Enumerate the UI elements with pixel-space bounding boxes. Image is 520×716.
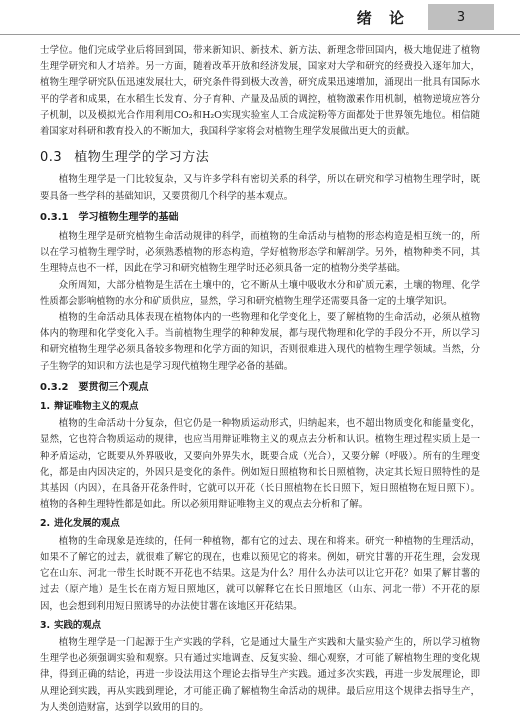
- subsection-heading: [40, 210, 480, 226]
- running-header: [0, 0, 520, 34]
- point-heading: [40, 516, 480, 532]
- section-title: 植物生理学的学习方法: [74, 150, 210, 166]
- point-heading: [40, 618, 480, 634]
- point-heading: [40, 399, 480, 415]
- section-number: 0.3: [40, 150, 63, 166]
- header-rule: [0, 34, 520, 35]
- intro-paragraph: 士学位。他们完成学业后将回到国，带来新知识、新技术、新方法、新理念带回国内，极大地促进了植物生理学研究和人才培养。另一方面，随着改革开放和经济发展，国家对大学和研究的经费投入逐年加大，植物生理学研究队伍迅速发展壮大，研究条件得到极大改善，研究成果迅速增加，涌现出一批具有国际水平的学者和成果，在水稻生长发育、分子育种、产量及品质的调控，植物激素作用机制，植物逆境应答分子机制，以及模拟光合作用利用CO₂和H₂O实现实验室人工合成淀粉等方面都处于世界领先地位。相信随着国家对科研和教育投入的不断加大，我国科学家将会对植物生理学发展做出更大的贡献。: [40, 45, 480, 138]
- subsection-heading: [40, 380, 480, 396]
- page-number: 3: [428, 4, 494, 30]
- point-number: 1.: [40, 401, 51, 413]
- point-title: 实践的观点: [54, 619, 101, 631]
- page-body: [40, 43, 480, 716]
- paragraph: 植物生理学是一门起源于生产实践的学科，它是通过大量生产实践和大量实验产生的，所以学习植物生理学也必须强调实验和观察。只有通过实地调查、反复实验、细心观察，才可能了解植物生理的变化规律，得到正确的结论，再进一步设法用这个理论去指导生产实践。通过多次实践，再进一步发展理论，即从理论到实践，再从实践到理论，才可能正确了解植物生命活动的规律。最后应用这个规律去指导生产，为人类创造财富，达到学以致用的目的。: [40, 636, 480, 713]
- paragraph: 植物的生命现象是连续的，任何一种植物，都有它的过去、现在和将来。研究一种植物的生理活动，如果不了解它的过去，就很难了解它的现在，也难以预见它的将来。例如，研究甘薯的开花生理，会发现它在山东、河北一带生长时既不开花也不结果。这是为什么？用什么办法可以让它开花？如果了解甘薯的过去（原产地）是生长在南方短日照地区，就可以解释它在长日照地区（山东、河北一带）不开花的原因，也会想到利用短日照诱导的办法使甘薯在该地区开花结果。: [40, 535, 480, 612]
- subsection-number: 0.3.2: [40, 381, 69, 393]
- subsection-number: 0.3.1: [40, 211, 69, 223]
- point-number: 3.: [40, 619, 51, 631]
- paragraph: 植物的生命活动具体表现在植物体内的一些物理和化学变化上，要了解植物的生命活动，必须从植物体内的物理和化学变化入手。当前植物生理学的种种发展，都与现代物理和化学的手段分不开，所以学习和研究植物生理学必须具备较多物理和化学方面的知识，否则很难进入现代的植物生理学领域。当然，分子生物学的知识和方法也是学习现代植物生理学必备的基础。: [40, 312, 480, 372]
- point-number: 2.: [40, 518, 51, 530]
- section-intro-paragraph: 植物生理学是一门比较复杂，又与许多学科有密切关系的科学，所以在研究和学习植物生理学时，既要具备一些学科的基础知识，又要贯彻几个科学的基本观点。: [40, 174, 480, 202]
- point-title: 进化发展的观点: [54, 518, 120, 530]
- paragraph: 众所周知，大部分植物是生活在土壤中的，它不断从土壤中吸收水分和矿质元素，土壤的物理、化学性质都会影响植物的水分和矿质供应，显然，学习和研究植物生理学还需要具备一定的土壤学知识。: [40, 279, 480, 307]
- paragraph: 植物的生命活动十分复杂，但它仍是一种物质运动形式，归纳起来，也不超出物质变化和能量变化，显然，它也符合物质运动的规律，也应当用辩证唯物主义的观点去分析和认识。植物生理过程实质上是一种矛盾运动，它既要从外界吸收，又要向外界失水，既要合成（光合），又要分解（呼吸）。所有的生理变化，都是由内因决定的，外因只是变化的条件。例如短日照植物和长日照植物，决定其长短日照特性的是其基因（内因），在具备开花条件时，它就可以开花（长日照植物在长日照下，短日照植物在短日照下）。植物的各种生理特性都是如此。所以必须用辩证唯物主义的观点去分析和了解。: [40, 418, 480, 511]
- section-heading: [40, 150, 480, 166]
- chapter-title: 绪 论: [356, 8, 410, 27]
- point-title: 辩证唯物主义的观点: [54, 401, 139, 413]
- subsection-title: 学习植物生理学的基础: [78, 211, 179, 223]
- subsection-title: 要贯彻三个观点: [78, 381, 149, 393]
- paragraph: 植物生理学是研究植物生命活动规律的科学，而植物的生命活动与植物的形态构造是相互统一的，所以在学习植物生理学时，必须熟悉植物的形态构造，学好植物形态学和解剖学。另外，植物种类不同，其生理特点也不一样，因此在学习和研究植物生理学时还必须具备一定的植物分类学基础。: [40, 231, 480, 275]
